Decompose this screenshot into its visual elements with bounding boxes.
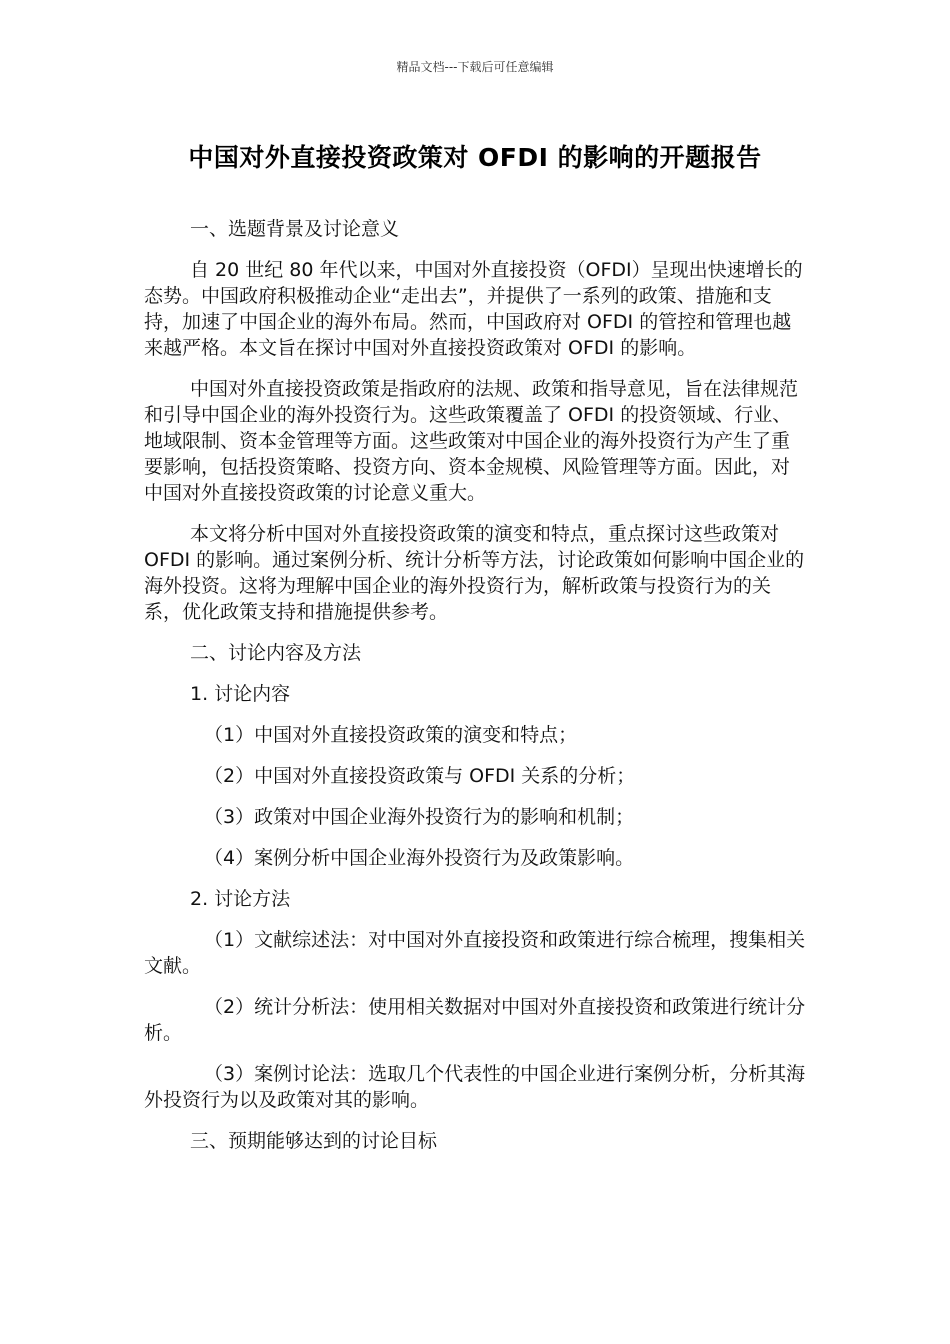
content-list-item: （3）政策对中国企业海外投资行为的影响和机制；: [204, 806, 635, 828]
subheading-research-methods: 2. 讨论方法: [190, 888, 291, 910]
paragraph-background-2: 中国对外直接投资政策是指政府的法规、政策和指导意见，旨在法律规范和引导中国企业的海外投资行为。这些政策覆盖了 OFDI 的投资领域、行业、地域限制、资本金管理等方面。这些政策对中国企业的海外投资行为产生了重要影响，包括投资策略、投资方向、资本金规模、风险管理等方面。因此，对中国对外直接投资政策的讨论意义重大。: [144, 378, 799, 504]
document-body: [144, 216, 808, 1169]
content-list-item: （4）案例分析中国企业海外投资行为及政策影响。: [204, 847, 635, 869]
document-title: 中国对外直接投资政策对 OFDI 的影响的开题报告: [188, 143, 762, 172]
section-heading-expected-goals: 三、预期能够达到的讨论目标: [190, 1130, 438, 1152]
method-list-item: （2）统计分析法：使用相关数据对中国对外直接投资和政策进行统计分析。: [144, 996, 806, 1044]
section-heading-content-methods: 二、讨论内容及方法: [190, 642, 362, 664]
paragraph-background-1: 自 20 世纪 80 年代以来，中国对外直接投资（OFDI）呈现出快速增长的态势。中国政府积极推动企业“走出去”，并提供了一系列的政策、措施和支持，加速了中国企业的海外布局。然而，中国政府对 OFDI 的管控和管理也越来越严格。本文旨在探讨中国对外直接投资政策对 OFDI 的影响。: [144, 259, 803, 359]
paragraph-background-3: 本文将分析中国对外直接投资政策的演变和特点，重点探讨这些政策对 OFDI 的影响。通过案例分析、统计分析等方法，讨论政策如何影响中国企业的海外投资。这将为理解中国企业的海外投资行为，解析政策与投资行为的关系，优化政策支持和措施提供参考。: [144, 523, 805, 623]
content-list-item: （1）中国对外直接投资政策的演变和特点；: [204, 724, 578, 746]
subheading-research-content: 1. 讨论内容: [190, 683, 291, 705]
method-list-item: （1）文献综述法：对中国对外直接投资和政策进行综合梳理，搜集相关文献。: [144, 929, 806, 977]
section-heading-background: 一、选题背景及讨论意义: [190, 218, 400, 240]
method-list-item: （3）案例讨论法：选取几个代表性的中国企业进行案例分析，分析其海外投资行为以及政策对其的影响。: [144, 1063, 806, 1111]
page-header-watermark: 精品文档---下载后可任意编辑: [396, 60, 554, 74]
content-list-item: （2）中国对外直接投资政策与 OFDI 关系的分析；: [204, 765, 636, 787]
